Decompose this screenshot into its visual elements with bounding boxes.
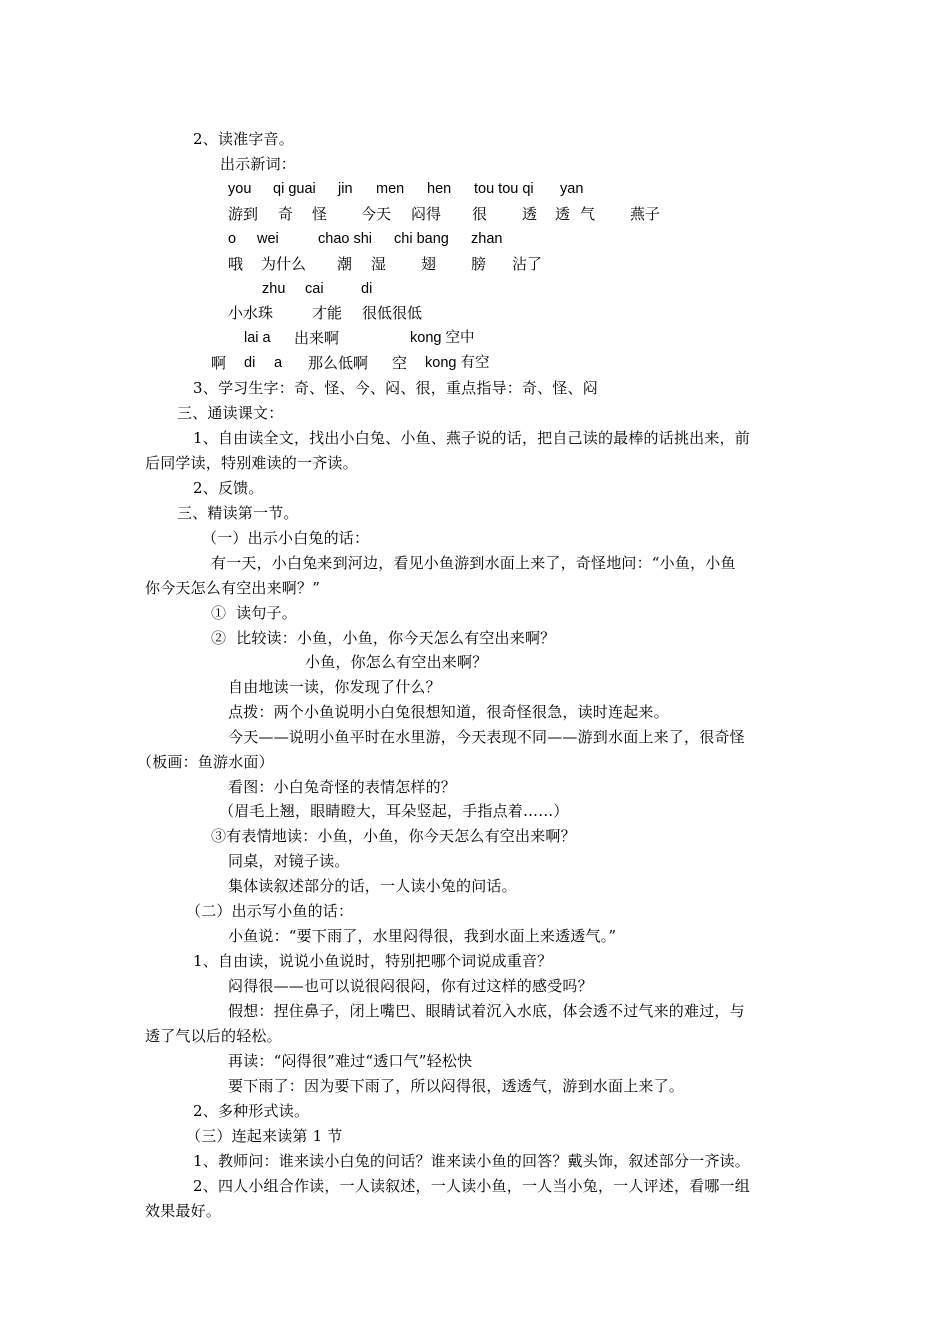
word: 透 xyxy=(555,205,571,223)
list-item: 1、教师问：谁来读小白兔的问话？谁来读小鱼的回答？戴头饰，叙述部分一齐读。 xyxy=(193,1152,750,1170)
paragraph: 自由地读一读，你发现了什么？ xyxy=(228,678,441,696)
paragraph: 出示新词： xyxy=(220,155,297,173)
paragraph: （眉毛上翘，眼睛瞪大，耳朵竖起，手指点着……） xyxy=(219,802,569,820)
paragraph: 有一天，小白兔来到河边，看见小鱼游到水面上来了，奇怪地问：“小鱼，小鱼 xyxy=(211,554,736,572)
paragraph: 点拨：两个小鱼说明小白兔很想知道，很奇怪很急，读时连起来。 xyxy=(228,703,669,721)
word: 那么低啊 xyxy=(308,354,369,372)
pinyin: kong 有空 xyxy=(425,355,490,371)
paragraph: 后同学读，特别难读的一齐读。 xyxy=(145,454,358,472)
paragraph: （板画：鱼游水面） xyxy=(137,753,274,771)
pinyin: chi bang xyxy=(394,231,449,247)
word: 湿 xyxy=(371,255,387,273)
paragraph: 3、学习生字：奇、怪、今、闷、很，重点指导：奇、怪、闷 xyxy=(193,379,598,397)
word: 奇 xyxy=(278,205,294,223)
paragraph: 透了气以后的轻松。 xyxy=(145,1027,282,1045)
pinyin: qi guai xyxy=(273,181,316,197)
subsection-heading: （一）出示小白兔的话： xyxy=(202,529,370,547)
word: 很 xyxy=(472,205,488,223)
word: 膀 xyxy=(471,255,487,273)
word: 才能 xyxy=(312,304,343,322)
list-item: ① 读句子。 xyxy=(211,604,297,622)
paragraph: 闷得很——也可以说很闷很闷，你有过这样的感受吗？ xyxy=(228,977,593,995)
word: 哦 xyxy=(228,255,244,273)
pinyin: lai a xyxy=(244,330,271,346)
pinyin: wei xyxy=(257,231,279,247)
word: 啊 xyxy=(211,354,227,372)
paragraph: 2、反馈。 xyxy=(193,479,264,497)
word: 潮 xyxy=(337,255,353,273)
word: 气 xyxy=(580,205,596,223)
pinyin: tou tou qi xyxy=(474,181,534,197)
paragraph: 再读：“闷得很”难过“透口气”轻松快 xyxy=(228,1052,473,1070)
list-item: 2、四人小组合作读，一人读叙述，一人读小鱼，一人当小兔，一人评述，看哪一组 xyxy=(193,1177,750,1195)
paragraph: 小鱼，你怎么有空出来啊？ xyxy=(305,653,488,671)
pinyin: di xyxy=(361,281,373,297)
subsection-heading: （二）出示写小鱼的话： xyxy=(186,902,354,920)
paragraph: 要下雨了：因为要下雨了，所以闷得很，透透气，游到水面上来了。 xyxy=(228,1077,685,1095)
pinyin: zhan xyxy=(471,231,503,247)
paragraph: 小鱼说：“要下雨了，水里闷得很，我到水面上来透透气。” xyxy=(228,927,617,945)
pinyin: zhu xyxy=(262,281,286,297)
subsection-heading: （三）连起来读第 1 节 xyxy=(186,1127,343,1145)
pinyin: you xyxy=(228,181,252,197)
word: 翅 xyxy=(421,255,437,273)
paragraph: 假想：捏住鼻子，闭上嘴巴、眼睛试着沉入水底，体会透不过气来的难过，与 xyxy=(228,1002,745,1020)
pinyin: o xyxy=(228,231,237,247)
pinyin: men xyxy=(376,181,405,197)
pinyin: kong 空中 xyxy=(410,330,475,346)
pinyin: a xyxy=(274,355,283,371)
list-item: ③有表情地读：小鱼，小鱼，你今天怎么有空出来啊？ xyxy=(211,827,576,845)
pinyin: di xyxy=(244,355,256,371)
paragraph: 效果最好。 xyxy=(145,1202,222,1220)
word: 透 xyxy=(522,205,538,223)
word: 空 xyxy=(392,354,408,372)
pinyin: chao shi xyxy=(318,231,373,247)
word: 为什么 xyxy=(261,255,307,273)
word: 游到 xyxy=(228,205,259,223)
paragraph: 1、自由读全文，找出小白兔、小鱼、燕子说的话，把自己读的最棒的话挑出来，前 xyxy=(193,429,750,447)
paragraph: 今天——说明小鱼平时在水里游，今天表现不同——游到水面上来了，很奇怪 xyxy=(228,728,745,746)
word: 燕子 xyxy=(630,205,661,223)
pinyin: jin xyxy=(338,181,353,197)
list-item: ② 比较读：小鱼，小鱼，你今天怎么有空出来啊？ xyxy=(211,629,556,647)
pinyin: cai xyxy=(305,281,324,297)
word: 沾了 xyxy=(512,255,543,273)
word: 怪 xyxy=(312,205,328,223)
section-heading: 三、精读第一节。 xyxy=(177,504,299,522)
paragraph: 你今天怎么有空出来啊？” xyxy=(145,579,321,597)
paragraph: 集体读叙述部分的话，一人读小兔的问话。 xyxy=(228,877,517,895)
word: 闷得 xyxy=(411,205,442,223)
pinyin: yan xyxy=(560,181,584,197)
section-heading: 2、读准字音。 xyxy=(193,130,294,148)
list-item: 1、自由读，说说小鱼说时，特别把哪个词说成重音？ xyxy=(193,952,553,970)
word: 很低很低 xyxy=(362,304,423,322)
word: 小水珠 xyxy=(228,304,274,322)
pinyin: hen xyxy=(427,181,452,197)
paragraph: 同桌，对镜子读。 xyxy=(228,852,350,870)
paragraph: 看图：小白兔奇怪的表情怎样的？ xyxy=(228,778,457,796)
section-heading: 三、通读课文： xyxy=(177,404,284,422)
word: 今天 xyxy=(361,205,392,223)
word: 出来啊 xyxy=(294,329,340,347)
list-item: 2、多种形式读。 xyxy=(193,1102,310,1120)
